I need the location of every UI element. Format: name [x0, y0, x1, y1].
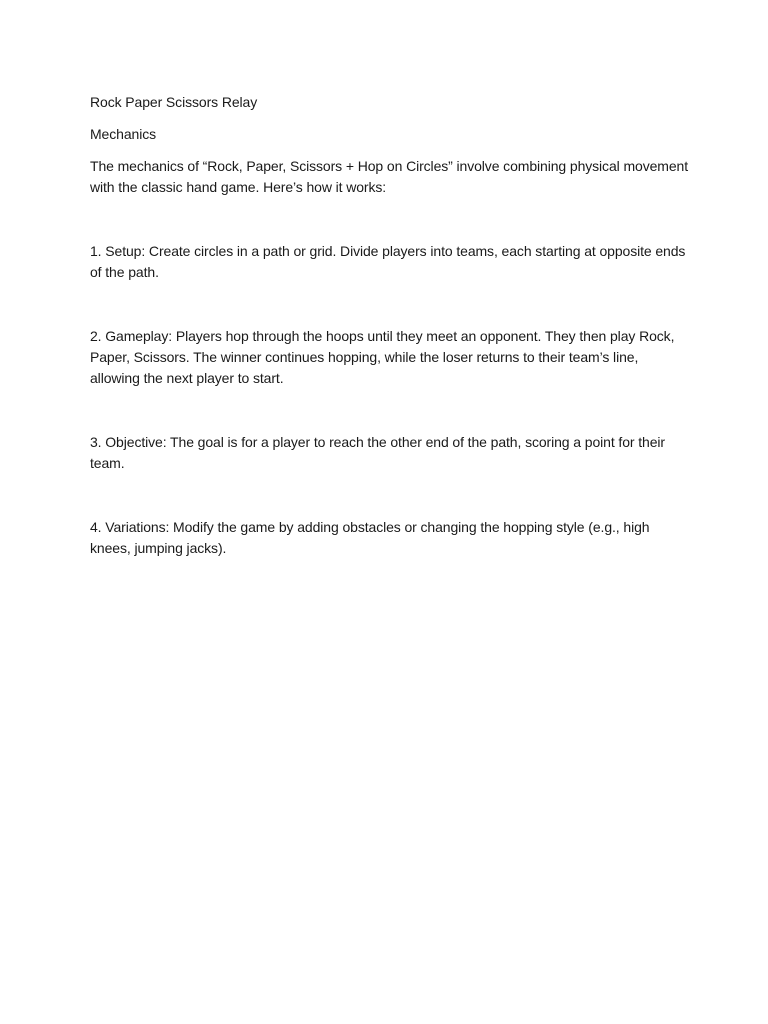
- intro-paragraph: The mechanics of “Rock, Paper, Scissors + Hop on Circles” involve combining physical movement with the classic hand game. Here’s how it works:: [90, 158, 689, 195]
- section-heading-mechanics: Mechanics: [90, 126, 157, 142]
- step-objective: 3. Objective: The goal is for a player to reach the other end of the path, scoring a point for their team.: [90, 434, 665, 471]
- step-variations: 4. Variations: Modify the game by adding obstacles or changing the hopping style (e.g., high knees, jumping jacks).: [90, 519, 650, 556]
- document-title: Rock Paper Scissors Relay: [90, 94, 258, 110]
- step-setup: 1. Setup: Create circles in a path or grid. Divide players into teams, each starting at opposite ends of the path.: [90, 243, 686, 280]
- document-page: [90, 92, 690, 559]
- step-gameplay: 2. Gameplay: Players hop through the hoops until they meet an opponent. They then play Rock, Paper, Scissors. The winner continues hopping, while the loser returns to their team’s line, allowing the next player to start.: [90, 328, 675, 386]
